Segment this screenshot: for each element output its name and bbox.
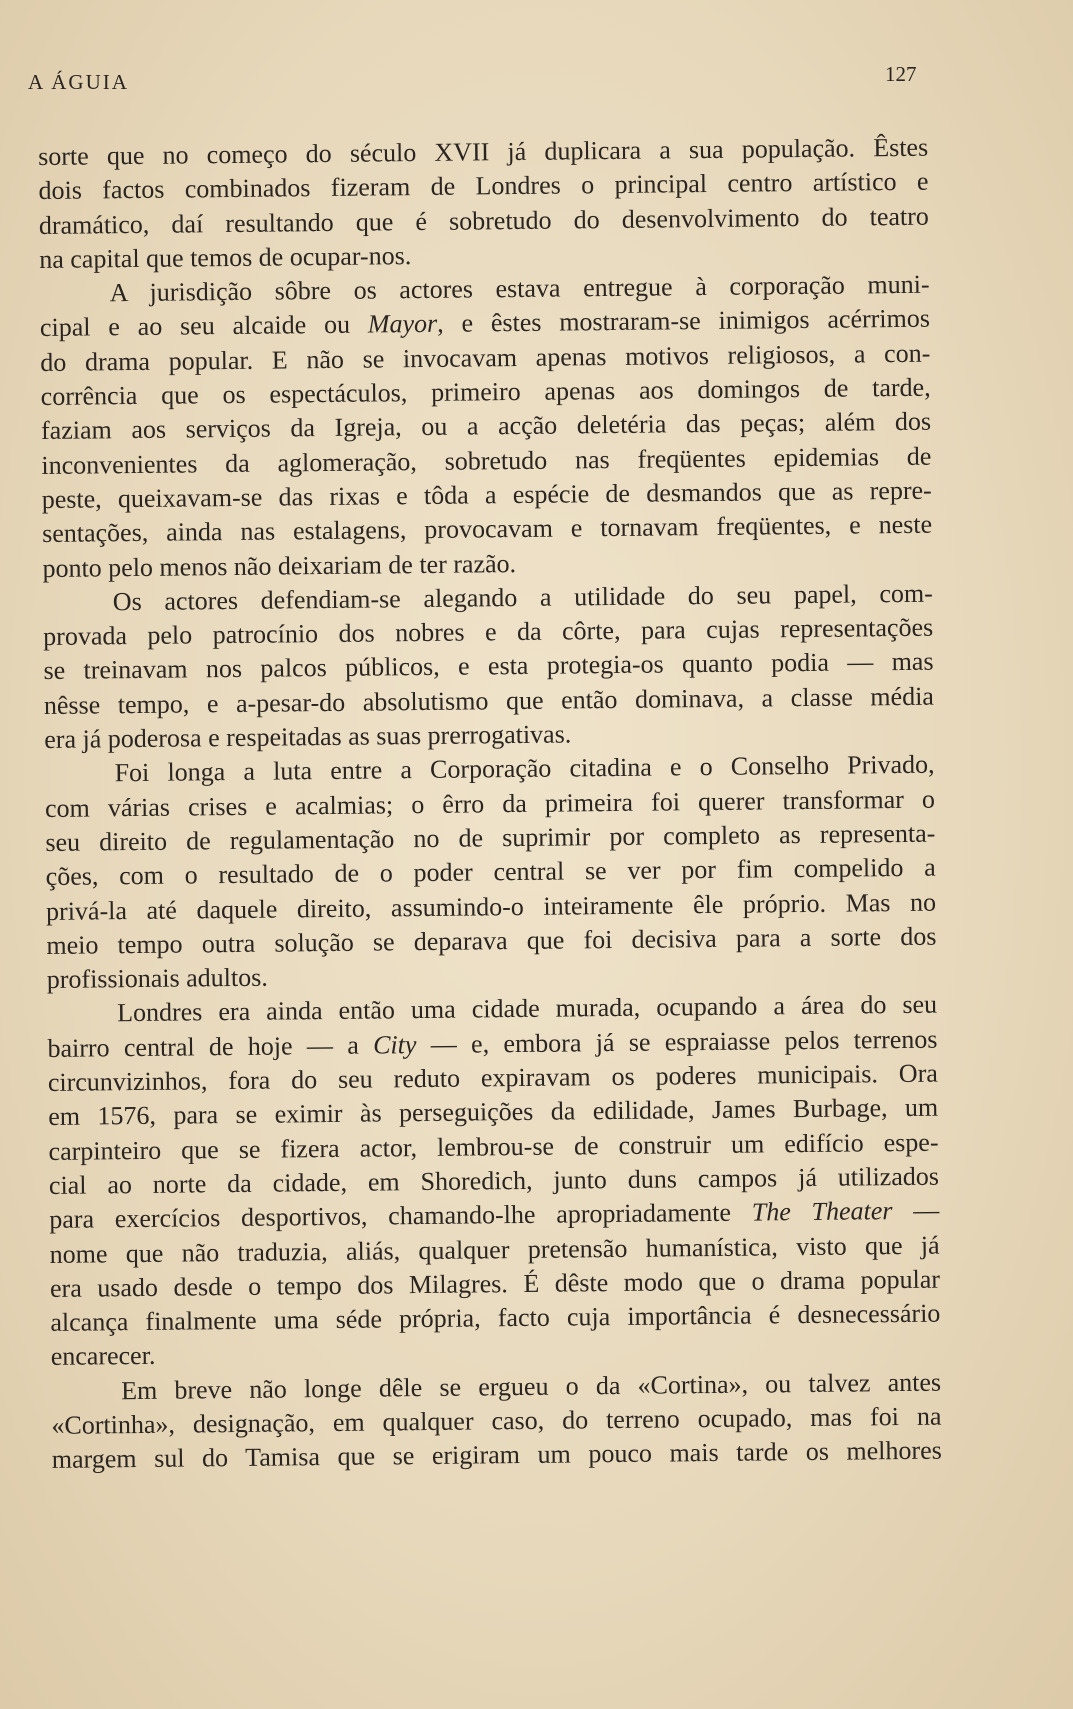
text-segment: Londres era ainda então uma cidade murada, ocupando a área do seu xyxy=(116,990,938,1028)
text-segment: circunvizinhos, fora do seu reduto expiravam os poderes municipais. Ora xyxy=(47,1058,938,1097)
text-segment: para exercícios desportivos, chamando-lhe apropriadamente xyxy=(49,1197,752,1235)
italic-text: The Theater xyxy=(751,1196,893,1227)
italic-text: Mayor xyxy=(367,309,438,340)
text-segment: Os actores defendiam-se alegando a utilidade do seu papel, com- xyxy=(112,578,933,617)
running-head: A ÁGUIA xyxy=(28,70,129,94)
text-segment: era já poderosa e respeitadas as suas prerrogativas. xyxy=(44,719,572,755)
text-segment: , e êstes mostraram-se inimigos acérrimos xyxy=(437,304,931,339)
text-segment: meio tempo outra solução se deparava que foi decisiva para a sorte dos xyxy=(46,921,937,960)
text-segment: seu direito de regulamentação no de suprimir por completo as representa- xyxy=(45,818,936,857)
text-segment: — xyxy=(892,1195,940,1226)
text-segment: Foi longa a luta entre a Corporação citadina e o Conselho Privado, xyxy=(114,749,935,788)
text-segment: se treinavam nos palcos públicos, e esta protegia-os quanto podia — mas xyxy=(43,647,934,686)
text-segment: nêsse tempo, e a-pesar-do absolutismo que então dominava, a classe média xyxy=(43,681,935,720)
text-segment: nome que não traduzia, aliás, qualquer pretensão humanística, visto que já xyxy=(49,1230,940,1269)
text-segment: privá-la até daquele direito, assumindo-o inteiramente êle próprio. Mas no xyxy=(45,887,937,926)
text-segment: na capital que temos de ocupar-nos. xyxy=(39,240,412,274)
text-segment: Em breve não longe dêle se ergueu o da «Cortina», ou talvez antes xyxy=(120,1367,942,1405)
text-segment: provada pelo patrocínio dos nobres e da côrte, para cujas representações xyxy=(43,612,934,652)
text-segment: inconvenientes da aglomeração, sobretudo nas freqüentes epidemias de xyxy=(41,441,932,480)
text-segment: alcança finalmente uma séde própria, facto cuja importância é desnecessário xyxy=(50,1298,941,1338)
text-segment: A jurisdição sôbre os actores estava entregue à corporação muni- xyxy=(109,269,930,308)
text-segment: dramático, daí resultando que é sobretudo do desenvolvimento do teatro xyxy=(38,201,929,240)
page-header xyxy=(28,62,917,102)
text-segment: sentações, ainda nas estalagens, provocavam e tornavam freqüentes, e neste xyxy=(41,509,933,549)
text-segment: profissionais adultos. xyxy=(46,962,268,995)
text-segment: carpinteiro que se fizera actor, lembrou-se de construir um edifício espe- xyxy=(48,1127,939,1166)
text-segment: em 1576, para se eximir às perseguições da edilidade, James Burbage, um xyxy=(48,1092,939,1132)
text-segment: ponto pelo menos não deixariam de ter razão. xyxy=(42,548,517,583)
text-segment: bairro central de hoje — a xyxy=(47,1030,374,1063)
text-segment: corrência que os espectáculos, primeiro apenas aos domingos de tarde, xyxy=(40,372,931,412)
page-number: 127 xyxy=(885,62,917,86)
text-segment: do drama popular. E não se invocavam apenas motivos religiosos, a con- xyxy=(40,338,931,377)
text-segment: «Cortinha», designação, em qualquer caso, do terreno ocupado, mas foi na xyxy=(51,1401,942,1440)
text-segment: sorte que no começo do século XVII já duplicara a sua população. Êstes xyxy=(38,132,929,171)
text-segment: cial ao norte da cidade, em Shoredich, junto duns campos já utilizados xyxy=(48,1161,940,1200)
text-segment: era usado desde o tempo dos Milagres. É dêste modo que o drama popular xyxy=(49,1264,941,1303)
text-segment: dois factos combinados fizeram de Londres o principal centro artístico e xyxy=(38,166,929,206)
text-segment: encarecer. xyxy=(50,1341,156,1372)
italic-text: City xyxy=(372,1029,417,1060)
text-segment: margem sul do Tamisa que se erigiram um pouco mais tarde os melhores xyxy=(51,1435,942,1475)
body-text xyxy=(38,131,942,1478)
text-segment: com várias crises e acalmias; o êrro da primeira foi querer transformar o xyxy=(44,784,936,823)
text-segment: cipal e ao seu alcaide ou xyxy=(39,310,368,343)
text-segment: — e, embora já se espraiasse pelos terrenos xyxy=(416,1024,938,1059)
text-segment: peste, queixavam-se das rixas e tôda a espécie de desmandos que as repre- xyxy=(41,475,932,514)
text-segment: faziam aos serviços da Igreja, ou a acção deletéria das peças; além dos xyxy=(40,407,932,446)
text-segment: ções, com o resultado de o poder central se ver por fim compelido a xyxy=(45,852,936,892)
